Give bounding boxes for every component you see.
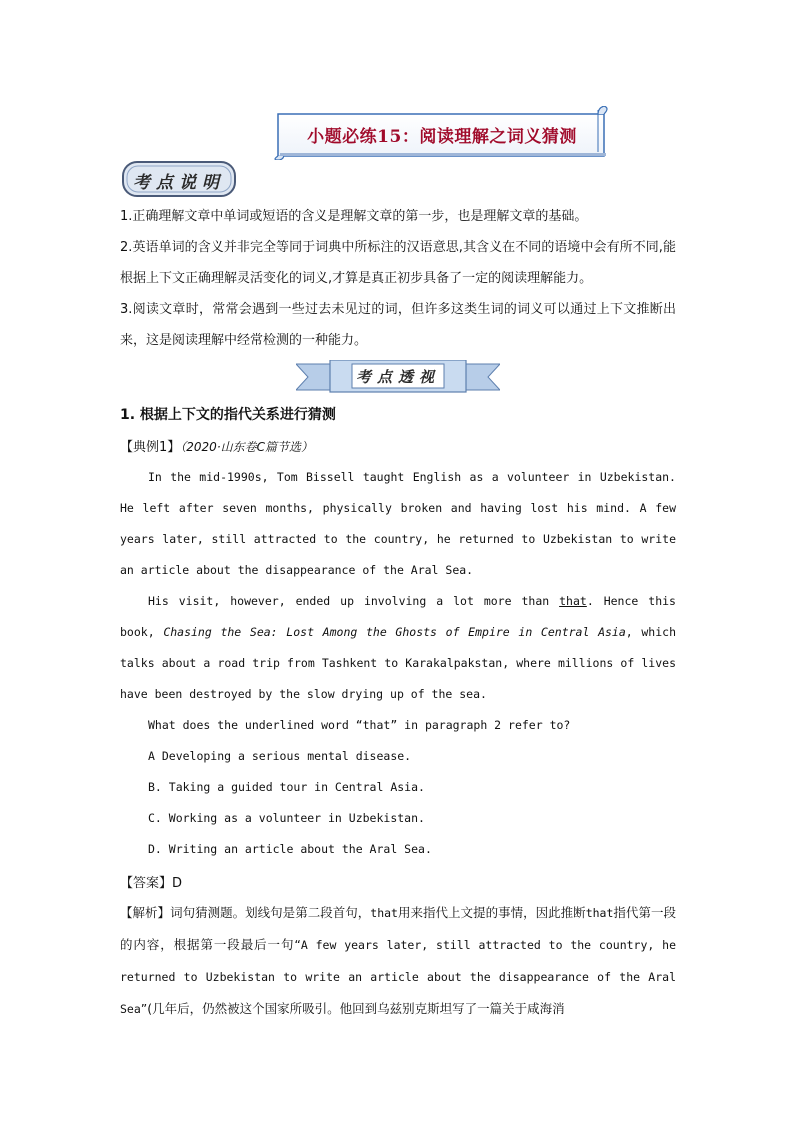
p2-text-c: , which talks about a road trip from Tashkent to Karakalpakstan, where millions of lives have been destroyed by the slow drying up of the sea. — [120, 625, 677, 701]
analysis-part-2: 用来指代上文提的事情，因此推断 — [397, 905, 586, 920]
option-b: B. Taking a guided tour in Central Asia. — [148, 780, 425, 794]
analysis-part-3: 指代第一段的内容，根据第一段最后一句“ — [120, 905, 676, 952]
ribbon-perspective-label: 考点透视 — [355, 368, 440, 386]
analysis-label: 【解析】 — [120, 905, 171, 920]
explain-point-1: 1.正确理解文章中单词或短语的含义是理解文章的第一步，也是理解文章的基础。 — [120, 209, 588, 224]
badge-explanation — [121, 160, 237, 198]
ribbon-perspective — [296, 360, 500, 394]
example-source: （2020·山东卷C篇节选） — [180, 440, 314, 454]
analysis-text — [120, 897, 676, 1025]
option-c: C. Working as a volunteer in Uzbekistan. — [148, 811, 425, 825]
analysis-mono-2: that — [585, 906, 614, 920]
book-title: Chasing the Sea: Lost Among the Ghosts of Empire in Central Asia — [163, 625, 626, 639]
passage-paragraph-1: In the mid-1990s, Tom Bissell taught English as a volunteer in Uzbekistan. He left after seven months, physically broken and having lost his mind. A few years later, still attracted to the country, he returned to Uzbekistan to write an article about the disappearance of the Aral Sea. — [120, 470, 676, 577]
option-d: D. Writing an article about the Aral Sea. — [148, 842, 432, 856]
answer-value: D — [172, 876, 183, 891]
passage-paragraph-2 — [120, 586, 676, 710]
answer-line — [120, 872, 182, 891]
analysis-part-1: 词句猜测题。划线句是第二段首句， — [170, 905, 371, 920]
explain-point-3: 3.阅读文章时，常常会遇到一些过去未见过的词，但许多这类生词的词义可以通过上下文推断出来，这是阅读理解中经常检测的一种能力。 — [120, 302, 676, 348]
p2-text-a: His visit, however, ended up involving a lot more than — [148, 594, 560, 608]
analysis-mono-1: that — [370, 906, 398, 920]
underlined-word: that — [559, 594, 587, 608]
page-title: 小题必练15：阅读理解之词义猜测 — [307, 127, 577, 147]
badge-explanation-label: 考点说明 — [133, 173, 225, 193]
analysis-quote: A few years later, still attracted to the country, he returned to Uzbekistan to write an article about the disappearance of the Aral Sea — [120, 938, 677, 1016]
example-tag: 【典例1】 — [120, 440, 181, 455]
section-heading: 1. 根据上下文的指代关系进行猜测 — [120, 407, 336, 423]
answer-label: 【答案】 — [120, 876, 173, 891]
option-a: A Developing a serious mental disease. — [148, 749, 412, 763]
analysis-part-4: ”(几年后，仍然被这个国家所吸引。他回到乌兹别克斯坦写了一篇关于咸海消 — [140, 1001, 565, 1016]
title-banner — [272, 106, 612, 160]
p2-text-b: . Hence this book, — [120, 594, 676, 639]
explain-point-2: 2.英语单词的含义并非完全等同于词典中所标注的汉语意思,其含义在不同的语境中会有所不同,能根据上下文正确理解灵活变化的词义,才算是真正初步具备了一定的阅读理解能力。 — [120, 240, 676, 286]
question-text: What does the underlined word “that” in paragraph 2 refer to? — [148, 718, 571, 732]
example-label — [120, 436, 313, 455]
